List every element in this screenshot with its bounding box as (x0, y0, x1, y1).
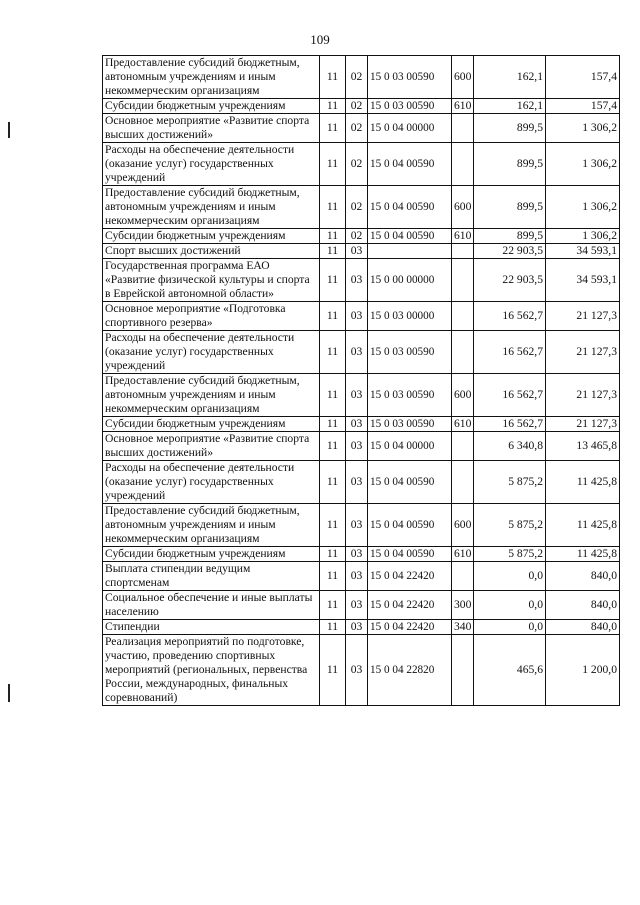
table-row (103, 620, 620, 635)
expense-type-code (452, 635, 474, 706)
amount-2019: 5 875,2 (474, 461, 546, 504)
table-row (103, 635, 620, 706)
amount-2019: 162,1 (474, 56, 546, 99)
target-article-code (368, 244, 452, 259)
table-row (103, 114, 620, 143)
target-article-code: 15 0 04 22820 (368, 635, 452, 706)
row-name: Расходы на обеспечение деятельности (оказание услуг) государственных учреждений (103, 143, 320, 186)
table-row (103, 259, 620, 302)
expense-type-code: 610 (452, 229, 474, 244)
section-code: 11 (320, 620, 346, 635)
expense-type-code (452, 432, 474, 461)
row-name: Выплата стипендии ведущим спортсменам (103, 562, 320, 591)
row-name: Расходы на обеспечение деятельности (оказание услуг) государственных учреждений (103, 331, 320, 374)
row-name: Субсидии бюджетным учреждениям (103, 417, 320, 432)
section-code: 11 (320, 259, 346, 302)
row-name: Предоставление субсидий бюджетным, автономным учреждениям и иным некоммерческим организациям (103, 186, 320, 229)
amount-2020: 157,4 (546, 99, 620, 114)
row-name: Субсидии бюджетным учреждениям (103, 99, 320, 114)
target-article-code: 15 0 03 00590 (368, 99, 452, 114)
margin-mark-bottom (8, 684, 10, 702)
expense-type-code (452, 331, 474, 374)
expense-type-code: 300 (452, 591, 474, 620)
table-row (103, 374, 620, 417)
subsection-code: 02 (346, 143, 368, 186)
section-code: 11 (320, 432, 346, 461)
section-code: 11 (320, 331, 346, 374)
target-article-code: 15 0 04 00590 (368, 229, 452, 244)
row-name: Предоставление субсидий бюджетным, автономным учреждениям и иным некоммерческим организациям (103, 504, 320, 547)
amount-2020: 840,0 (546, 620, 620, 635)
expense-type-code (452, 562, 474, 591)
section-code: 11 (320, 461, 346, 504)
amount-2020: 1 306,2 (546, 186, 620, 229)
target-article-code: 15 0 03 00590 (368, 56, 452, 99)
section-code: 11 (320, 302, 346, 331)
table-row (103, 432, 620, 461)
row-name: Реализация мероприятий по подготовке, участию, проведению спортивных мероприятий (региональных, первенства России, международных, финальных соревнований) (103, 635, 320, 706)
table-row (103, 461, 620, 504)
amount-2019: 5 875,2 (474, 547, 546, 562)
section-code: 11 (320, 229, 346, 244)
row-name: Субсидии бюджетным учреждениям (103, 229, 320, 244)
target-article-code: 15 0 04 00590 (368, 461, 452, 504)
subsection-code: 03 (346, 504, 368, 547)
amount-2019: 0,0 (474, 620, 546, 635)
subsection-code: 03 (346, 331, 368, 374)
section-code: 11 (320, 504, 346, 547)
amount-2019: 16 562,7 (474, 331, 546, 374)
expense-type-code: 340 (452, 620, 474, 635)
target-article-code: 15 0 04 22420 (368, 620, 452, 635)
expense-type-code: 600 (452, 186, 474, 229)
row-name: Основное мероприятие «Развитие спорта высших достижений» (103, 432, 320, 461)
section-code: 11 (320, 374, 346, 417)
expense-type-code: 600 (452, 56, 474, 99)
amount-2020: 1 306,2 (546, 229, 620, 244)
section-code: 11 (320, 244, 346, 259)
amount-2019: 16 562,7 (474, 417, 546, 432)
expense-type-code (452, 114, 474, 143)
section-code: 11 (320, 635, 346, 706)
row-name: Предоставление субсидий бюджетным, автономным учреждениям и иным некоммерческим организациям (103, 56, 320, 99)
expense-type-code: 600 (452, 374, 474, 417)
subsection-code: 03 (346, 244, 368, 259)
amount-2020: 13 465,8 (546, 432, 620, 461)
budget-table (102, 55, 620, 706)
target-article-code: 15 0 04 22420 (368, 562, 452, 591)
subsection-code: 03 (346, 374, 368, 417)
amount-2020: 840,0 (546, 591, 620, 620)
section-code: 11 (320, 547, 346, 562)
amount-2019: 0,0 (474, 591, 546, 620)
row-name: Предоставление субсидий бюджетным, автономным учреждениям и иным некоммерческим организациям (103, 374, 320, 417)
target-article-code: 15 0 04 00590 (368, 186, 452, 229)
target-article-code: 15 0 03 00590 (368, 417, 452, 432)
expense-type-code (452, 244, 474, 259)
table-row (103, 562, 620, 591)
subsection-code: 03 (346, 635, 368, 706)
row-name: Субсидии бюджетным учреждениям (103, 547, 320, 562)
table-row (103, 504, 620, 547)
row-name: Спорт высших достижений (103, 244, 320, 259)
target-article-code: 15 0 04 00590 (368, 504, 452, 547)
amount-2019: 899,5 (474, 229, 546, 244)
subsection-code: 02 (346, 186, 368, 229)
row-name: Основное мероприятие «Развитие спорта высших достижений» (103, 114, 320, 143)
subsection-code: 02 (346, 56, 368, 99)
amount-2020: 34 593,1 (546, 244, 620, 259)
expense-type-code (452, 143, 474, 186)
amount-2019: 6 340,8 (474, 432, 546, 461)
target-article-code: 15 0 03 00590 (368, 374, 452, 417)
subsection-code: 02 (346, 114, 368, 143)
table-row (103, 229, 620, 244)
amount-2020: 21 127,3 (546, 374, 620, 417)
subsection-code: 03 (346, 591, 368, 620)
amount-2019: 16 562,7 (474, 302, 546, 331)
subsection-code: 03 (346, 259, 368, 302)
amount-2019: 0,0 (474, 562, 546, 591)
row-name: Государственная программа ЕАО «Развитие физической культуры и спорта в Еврейской автономной области» (103, 259, 320, 302)
amount-2019: 22 903,5 (474, 244, 546, 259)
section-code: 11 (320, 417, 346, 432)
amount-2019: 899,5 (474, 186, 546, 229)
amount-2020: 34 593,1 (546, 259, 620, 302)
table-row (103, 186, 620, 229)
expense-type-code: 610 (452, 547, 474, 562)
amount-2020: 11 425,8 (546, 504, 620, 547)
amount-2019: 16 562,7 (474, 374, 546, 417)
subsection-code: 03 (346, 432, 368, 461)
target-article-code: 15 0 04 00000 (368, 114, 452, 143)
table-row (103, 143, 620, 186)
expense-type-code (452, 259, 474, 302)
amount-2020: 11 425,8 (546, 461, 620, 504)
amount-2019: 899,5 (474, 114, 546, 143)
target-article-code: 15 0 04 00590 (368, 143, 452, 186)
target-article-code: 15 0 04 00590 (368, 547, 452, 562)
section-code: 11 (320, 114, 346, 143)
amount-2019: 465,6 (474, 635, 546, 706)
target-article-code: 15 0 03 00590 (368, 331, 452, 374)
table-row (103, 302, 620, 331)
amount-2020: 21 127,3 (546, 331, 620, 374)
expense-type-code: 600 (452, 504, 474, 547)
expense-type-code: 610 (452, 417, 474, 432)
subsection-code: 03 (346, 562, 368, 591)
subsection-code: 03 (346, 302, 368, 331)
amount-2020: 157,4 (546, 56, 620, 99)
section-code: 11 (320, 99, 346, 114)
subsection-code: 03 (346, 417, 368, 432)
target-article-code: 15 0 00 00000 (368, 259, 452, 302)
section-code: 11 (320, 591, 346, 620)
amount-2020: 1 200,0 (546, 635, 620, 706)
expense-type-code: 610 (452, 99, 474, 114)
table-row (103, 331, 620, 374)
row-name: Расходы на обеспечение деятельности (оказание услуг) государственных учреждений (103, 461, 320, 504)
amount-2020: 1 306,2 (546, 143, 620, 186)
margin-mark-top (8, 122, 10, 138)
target-article-code: 15 0 03 00000 (368, 302, 452, 331)
target-article-code: 15 0 04 22420 (368, 591, 452, 620)
section-code: 11 (320, 56, 346, 99)
amount-2020: 21 127,3 (546, 302, 620, 331)
expense-type-code (452, 461, 474, 504)
table-row (103, 244, 620, 259)
subsection-code: 03 (346, 547, 368, 562)
amount-2020: 11 425,8 (546, 547, 620, 562)
table-row (103, 591, 620, 620)
section-code: 11 (320, 562, 346, 591)
subsection-code: 03 (346, 461, 368, 504)
section-code: 11 (320, 186, 346, 229)
amount-2019: 22 903,5 (474, 259, 546, 302)
table-row (103, 99, 620, 114)
subsection-code: 02 (346, 229, 368, 244)
target-article-code: 15 0 04 00000 (368, 432, 452, 461)
subsection-code: 03 (346, 620, 368, 635)
amount-2019: 162,1 (474, 99, 546, 114)
subsection-code: 02 (346, 99, 368, 114)
expense-type-code (452, 302, 474, 331)
table-row (103, 547, 620, 562)
amount-2020: 840,0 (546, 562, 620, 591)
row-name: Стипендии (103, 620, 320, 635)
page-number: 109 (310, 32, 330, 47)
section-code: 11 (320, 143, 346, 186)
amount-2020: 21 127,3 (546, 417, 620, 432)
table-row (103, 417, 620, 432)
row-name: Социальное обеспечение и иные выплаты населению (103, 591, 320, 620)
row-name: Основное мероприятие «Подготовка спортивного резерва» (103, 302, 320, 331)
table-row (103, 56, 620, 99)
amount-2019: 5 875,2 (474, 504, 546, 547)
amount-2020: 1 306,2 (546, 114, 620, 143)
amount-2019: 899,5 (474, 143, 546, 186)
